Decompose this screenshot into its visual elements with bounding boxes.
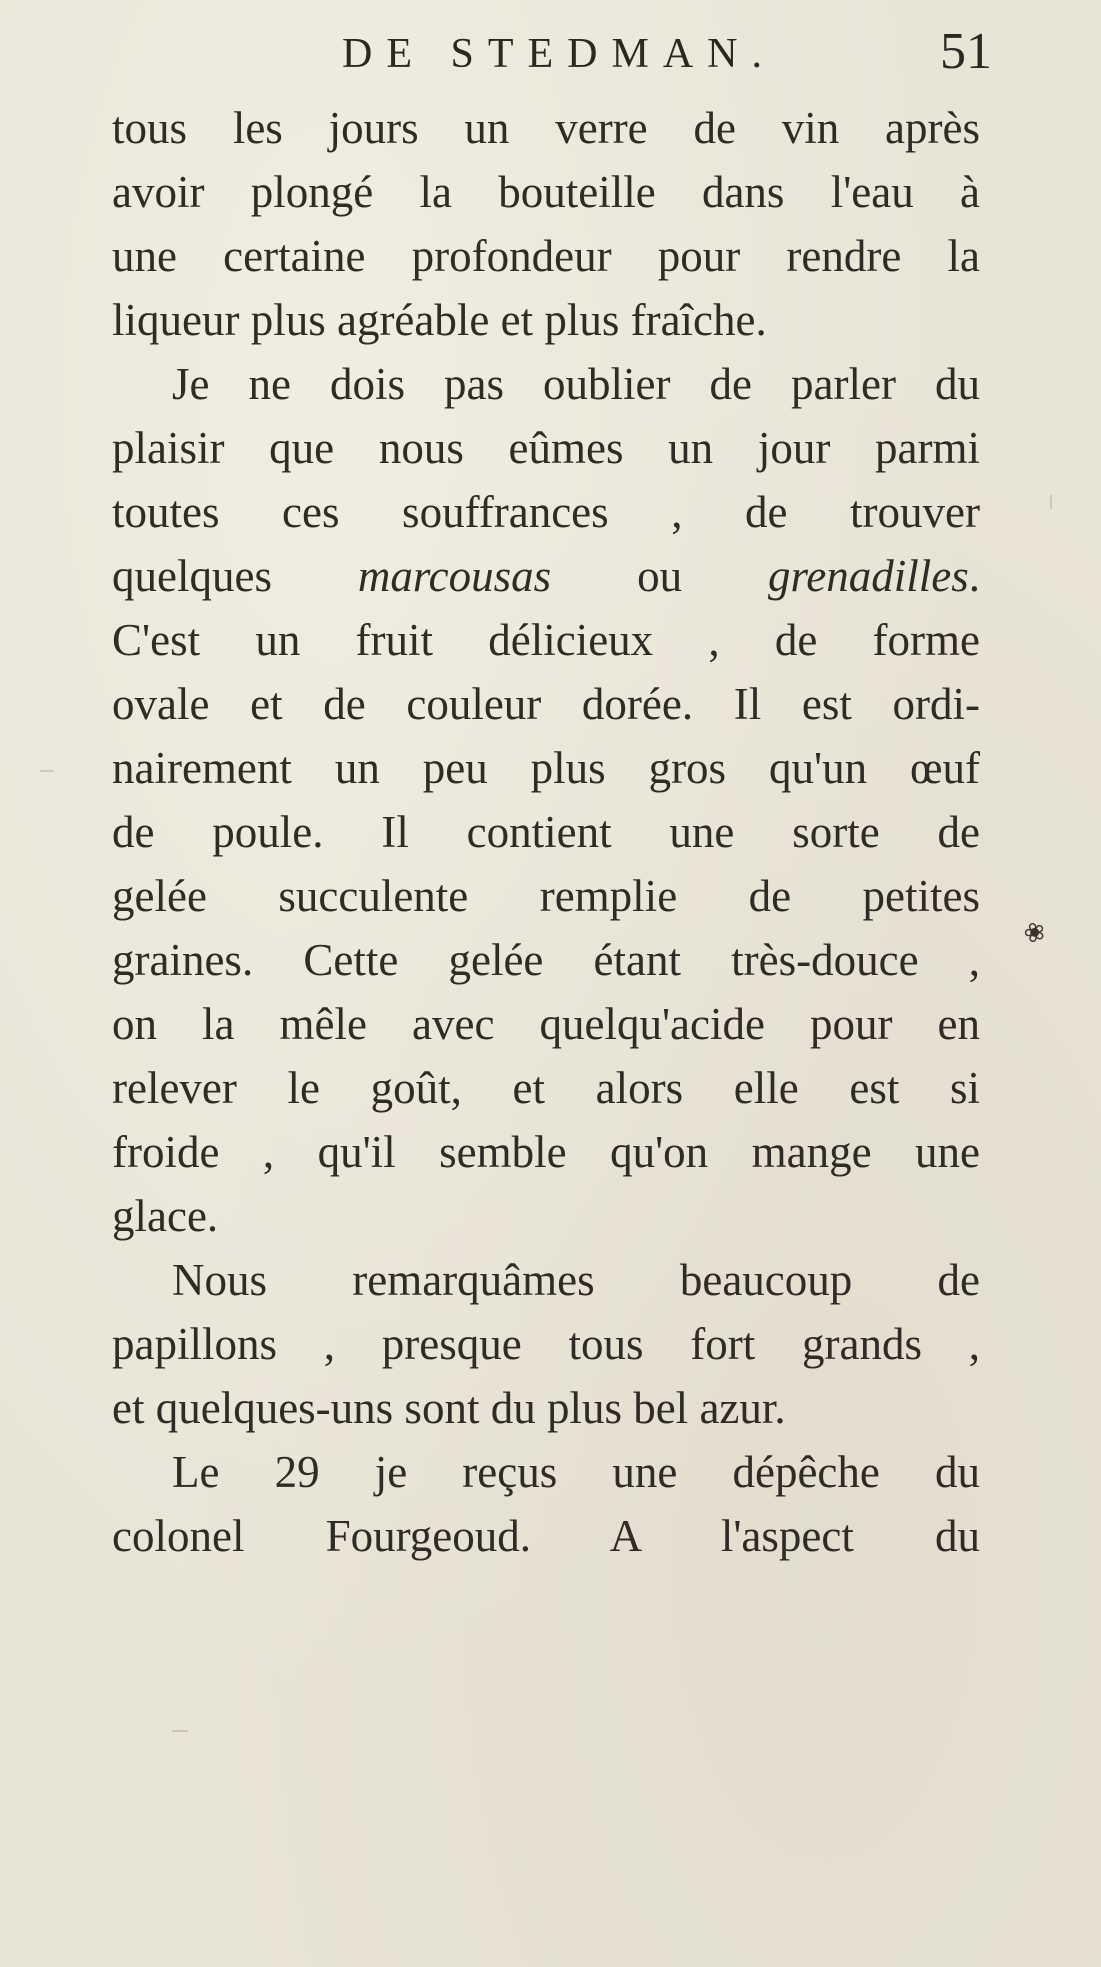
text-line: toutes ces souffrances , de trouver — [112, 487, 980, 537]
text-line: et quelques-uns sont du plus bel azur. — [112, 1383, 786, 1433]
paper-speck — [1050, 495, 1052, 509]
line-text: quelques — [112, 551, 358, 601]
text-line: glace. — [112, 1191, 219, 1241]
text-line: papillons , presque tous fort grands , — [112, 1319, 980, 1369]
text-line: avoir plongé la bouteille dans l'eau à — [112, 167, 980, 217]
text-line: on la mêle avec quelqu'acide pour en — [112, 999, 980, 1049]
paper-speck — [40, 770, 54, 772]
text-line: de poule. Il contient une sorte de — [112, 807, 980, 857]
page-number: 51 — [940, 23, 992, 80]
paragraph-start-line: Je ne dois pas oublier de parler du — [172, 359, 980, 409]
paragraph-start-line: Nous remarquâmes beaucoup de — [172, 1255, 980, 1305]
text-line: froide , qu'il semble qu'on mange une — [112, 1127, 980, 1177]
text-line: liqueur plus agréable et plus fraîche. — [112, 295, 767, 345]
text-line-with-italics — [112, 544, 980, 608]
body-text — [112, 96, 980, 1568]
text-line: gelée succulente remplie de petites — [112, 871, 980, 921]
text-line: une certaine profondeur pour rendre la — [112, 231, 980, 281]
running-head — [112, 24, 992, 94]
text-line: graines. Cette gelée étant très-douce , — [112, 935, 980, 985]
text-line: nairement un peu plus gros qu'un œuf — [112, 743, 980, 793]
paper-speck — [172, 1730, 188, 1732]
running-title: DE STEDMAN. — [342, 31, 776, 77]
text-line: colonel Fourgeoud. A l'aspect du — [112, 1511, 980, 1561]
line-text: ou — [551, 551, 768, 601]
ink-blot: ❀ — [1019, 915, 1050, 950]
italic-term-marcousas: marcousas — [357, 551, 552, 601]
text-line: relever le goût, et alors elle est si — [112, 1063, 980, 1113]
line-text: . — [968, 551, 980, 601]
text-line: plaisir que nous eûmes un jour parmi — [112, 423, 980, 473]
italic-term-grenadilles: grenadilles — [767, 551, 969, 601]
text-line: C'est un fruit délicieux , de forme — [112, 615, 980, 665]
paragraph-start-line: Le 29 je reçus une dépêche du — [172, 1447, 980, 1497]
text-line: tous les jours un verre de vin après — [112, 103, 980, 153]
text-line: ovale et de couleur dorée. Il est ordi- — [112, 679, 980, 729]
